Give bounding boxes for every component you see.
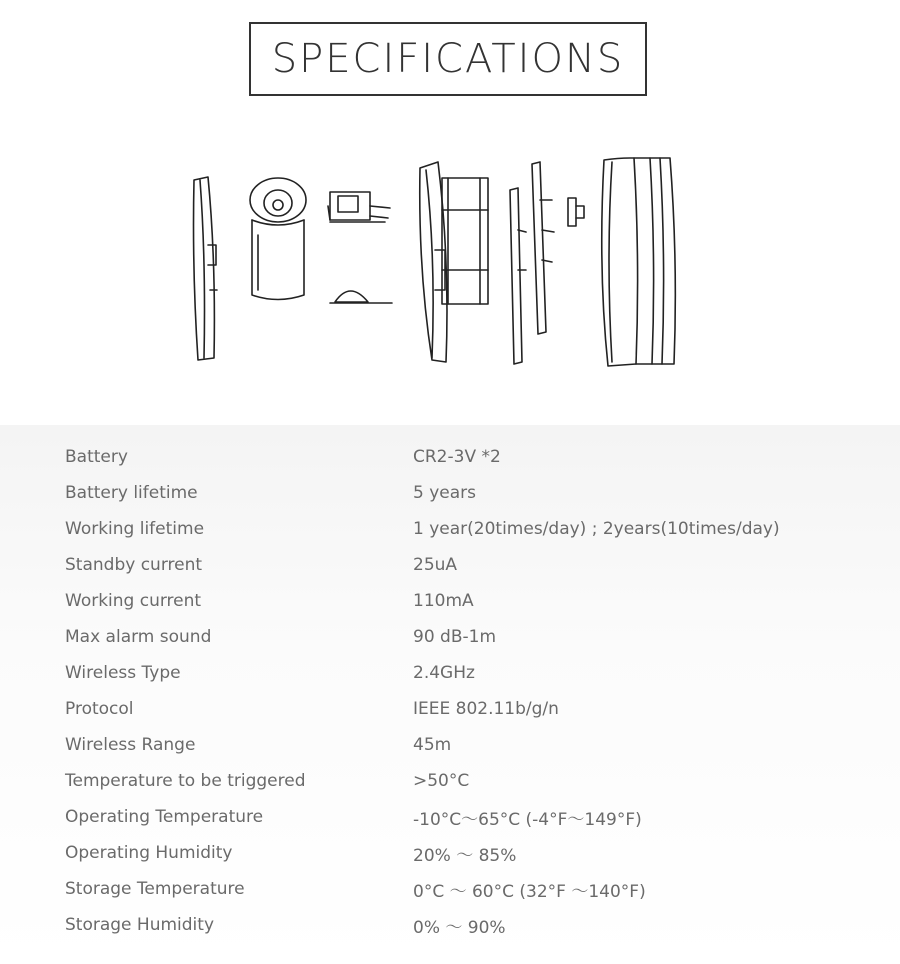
back-plate-icon [602,158,676,366]
spec-value: -10°C～65°C (-4°F～149°F) [413,809,642,830]
spec-row [0,799,900,835]
spec-value: 110mA [413,591,474,611]
spec-label: Battery lifetime [65,483,198,503]
spec-label: Storage Temperature [65,879,245,899]
spec-row [0,907,900,943]
spec-value: 0% ～ 90% [413,917,506,938]
page-title: SPECIFICATIONS [271,36,625,82]
spec-value: >50°C [413,771,470,791]
spec-row [0,511,900,547]
spec-label: Wireless Range [65,735,196,755]
knob-component-icon [568,198,584,226]
spec-row [0,691,900,727]
main-housing-icon [420,162,488,362]
spec-row [0,619,900,655]
dome-component-icon [330,291,392,303]
spec-label: Battery [65,447,128,467]
spec-row [0,763,900,799]
spec-value: 1 year(20times/day) ; 2years(10times/day) [413,519,780,539]
spec-value: 0°C ～ 60°C (32°F ～140°F) [413,881,646,902]
spec-row [0,547,900,583]
spec-label: Temperature to be triggered [65,771,306,791]
spec-row [0,583,900,619]
spec-row [0,871,900,907]
exploded-smoke-detector-diagram-icon [180,150,700,380]
specifications-table [0,425,900,964]
spec-label: Working lifetime [65,519,205,539]
spec-label: Operating Humidity [65,843,233,863]
spec-row [0,439,900,475]
spec-row [0,835,900,871]
spec-label: Storage Humidity [65,915,214,935]
spec-row [0,475,900,511]
spec-value: 2.4GHz [413,663,475,683]
spec-label: Operating Temperature [65,807,264,827]
spec-value: 45m [413,735,452,755]
spec-value: 90 dB-1m [413,627,496,647]
spec-value: CR2-3V *2 [413,447,501,467]
spec-label: Max alarm sound [65,627,212,647]
switch-component-icon [328,192,390,222]
spec-label: Standby current [65,555,203,575]
title-box [249,22,647,96]
spec-value: 20% ～ 85% [413,845,517,866]
circuit-board-icon [510,162,554,364]
front-cover-icon [194,177,218,360]
battery-icon [250,178,306,300]
spec-row [0,727,900,763]
spec-value: 25uA [413,555,458,575]
spec-label: Protocol [65,699,134,719]
spec-value: IEEE 802.11b/g/n [413,699,559,719]
spec-label: Working current [65,591,202,611]
spec-value: 5 years [413,483,477,503]
spec-row [0,655,900,691]
spec-label: Wireless Type [65,663,181,683]
